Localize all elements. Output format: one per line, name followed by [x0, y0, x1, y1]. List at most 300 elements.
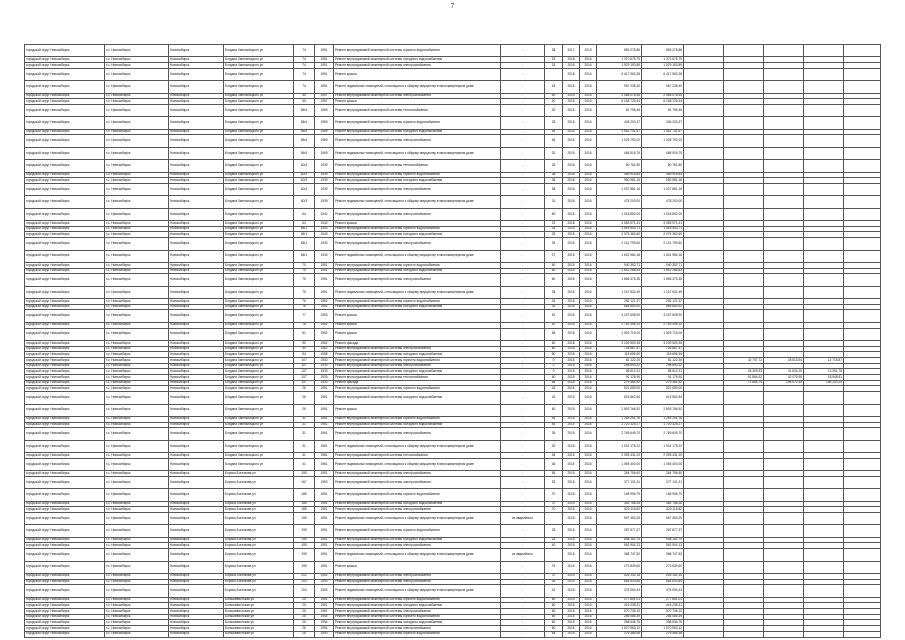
start-year-cell: 2015: [563, 363, 580, 369]
start-year-cell: 2015: [563, 603, 580, 609]
extra-2-cell: [764, 525, 804, 537]
total-cell: 1 018 852,00: [642, 208, 684, 220]
total-cell: 165 996,79: [642, 489, 684, 501]
start-year-cell: 2018: [563, 196, 580, 208]
end-year-cell: 2016: [580, 178, 597, 184]
start-year-cell: 2015: [563, 135, 580, 147]
record-id-cell: 1939: [315, 183, 334, 195]
wear-percent-cell: 38: [545, 45, 563, 57]
end-year-cell: 2016: [580, 428, 597, 440]
house-cell: 185: [294, 507, 315, 513]
city-cell: Новосибирск: [169, 543, 224, 549]
street-cell: Богдана Хмельницкого ул: [224, 81, 294, 93]
extra-1-cell: [724, 117, 764, 129]
locality-cell: г.о. Новосибирск: [105, 93, 169, 99]
work-type-cell: Ремонт внутридомовой инженерной системы холодного водоснабжения: [334, 501, 501, 507]
empty-cell: [684, 160, 724, 172]
cost-cell: 478 200,00: [597, 196, 642, 208]
street-cell: Бориса Богаткова ул: [224, 489, 294, 501]
start-year-cell: 2015: [563, 614, 580, 620]
wear-percent-cell: 60: [545, 208, 563, 220]
street-cell: Богдана Хмельницкого ул: [224, 104, 294, 116]
start-year-cell: 2015: [563, 99, 580, 105]
record-id-cell: 1951: [315, 63, 334, 69]
total-cell: 557 453,29: [642, 513, 684, 525]
empty-cell: [684, 392, 724, 404]
empty-cell: [844, 147, 881, 159]
empty-cell: [684, 440, 724, 452]
empty-cell: [684, 489, 724, 501]
street-cell: Богдана Хмельницкого ул: [224, 453, 294, 459]
city-cell: Новосибирск: [169, 340, 224, 346]
cost-cell: 866 653,92: [597, 304, 642, 310]
end-year-cell: 2016: [580, 476, 597, 488]
house-cell: 75: [294, 274, 315, 286]
extra-3-cell: [804, 147, 844, 159]
total-cell: 298 693,22: [642, 363, 684, 369]
locality-cell: г.о. Новосибирск: [105, 631, 169, 637]
work-type-cell: Ремонт внутридомовой инженерной системы холодного водоснабжения: [334, 268, 501, 274]
start-year-cell: 2015: [563, 392, 580, 404]
district-cell: городской округ Новосибирск: [25, 45, 105, 57]
wear-percent-cell: 60: [545, 626, 563, 632]
cost-cell: 1 931 175,22: [597, 440, 642, 452]
record-id-cell: 1954: [315, 614, 334, 620]
wear-percent-cell: 65: [545, 471, 563, 477]
extra-2-cell: [764, 286, 804, 298]
house-cell: 76: [294, 299, 315, 305]
work-type-cell: Ремонт внутридомовой инженерной системы теплоснабжения: [334, 160, 501, 172]
city-cell: Новосибирск: [169, 573, 224, 579]
end-year-cell: 2016: [580, 537, 597, 543]
record-id-cell: 1942: [315, 221, 334, 227]
total-cell: 1 631 984,18: [642, 250, 684, 262]
condition-cell: -: [501, 579, 545, 585]
house-cell: 60/3: [294, 160, 315, 172]
end-year-cell: 2016: [580, 93, 597, 99]
extra-1-cell: [724, 310, 764, 322]
record-id-cell: 1952: [315, 299, 334, 305]
district-cell: городской округ Новосибирск: [25, 380, 105, 386]
start-year-cell: 2015: [563, 129, 580, 135]
locality-cell: г.о. Новосибирск: [105, 340, 169, 346]
work-type-cell: Ремонт внутридомовой инженерной системы горячего водоснабжения: [334, 45, 501, 57]
district-cell: городской округ Новосибирск: [25, 238, 105, 250]
work-type-cell: Ремонт внутридомовой инженерной системы холодного водоснабжения: [334, 57, 501, 63]
city-cell: Новосибирск: [169, 614, 224, 620]
table-row: [25, 328, 881, 340]
street-cell: Бориса Богаткова ул: [224, 585, 294, 597]
house-cell: 26: [294, 626, 315, 632]
house-cell: 195: [294, 543, 315, 549]
record-id-cell: 1962: [315, 340, 334, 346]
street-cell: Богдана Хмельницкого ул: [224, 386, 294, 392]
total-cell: 282 121,37: [642, 299, 684, 305]
record-id-cell: 1957: [315, 93, 334, 99]
district-cell: городской округ Новосибирск: [25, 369, 105, 375]
wear-percent-cell: 27: [545, 250, 563, 262]
table-row: [25, 392, 881, 404]
locality-cell: г.о. Новосибирск: [105, 375, 169, 381]
extra-1-cell: [724, 328, 764, 340]
house-cell: 74: [294, 63, 315, 69]
end-year-cell: 2016: [580, 299, 597, 305]
house-cell: 26: [294, 404, 315, 416]
total-cell: 276 486,96: [642, 631, 684, 637]
table-row: [25, 513, 881, 525]
end-year-cell: 2016: [580, 561, 597, 573]
condition-cell: -: [501, 226, 545, 232]
empty-cell: [844, 196, 881, 208]
extra-2-cell: [764, 458, 804, 470]
record-id-cell: 1951: [315, 262, 334, 268]
start-year-cell: 2015: [563, 440, 580, 452]
end-year-cell: 2016: [580, 160, 597, 172]
locality-cell: г.о. Новосибирск: [105, 172, 169, 178]
house-cell: 66/1: [294, 226, 315, 232]
end-year-cell: 2016: [580, 525, 597, 537]
house-cell: 107: [294, 358, 315, 364]
record-id-cell: 1951: [315, 386, 334, 392]
extra-2-cell: [764, 183, 804, 195]
condition-cell: -: [501, 428, 545, 440]
house-cell: 74: [294, 45, 315, 57]
city-cell: Новосибирск: [169, 286, 224, 298]
work-type-cell: Ремонт крыши: [334, 404, 501, 416]
total-cell: 1 529 153,89: [642, 63, 684, 69]
house-cell: 25: [294, 603, 315, 609]
empty-cell: [844, 458, 881, 470]
condition-cell: -: [501, 525, 545, 537]
wear-percent-cell: 60: [545, 597, 563, 603]
cost-cell: 4 083 971,41: [597, 221, 642, 227]
empty-cell: [844, 68, 881, 80]
extra-3-cell: [804, 286, 844, 298]
end-year-cell: 2016: [580, 458, 597, 470]
empty-cell: [844, 631, 881, 637]
district-cell: городской округ Новосибирск: [25, 501, 105, 507]
street-cell: Богдана Хмельницкого ул: [224, 458, 294, 470]
street-cell: Бориса Богаткова ул: [224, 507, 294, 513]
house-cell: 31: [294, 416, 315, 422]
condition-cell: -: [501, 489, 545, 501]
record-id-cell: 1939: [315, 196, 334, 208]
start-year-cell: 2018: [563, 68, 580, 80]
work-type-cell: Ремонт внутридомовой инженерной системы горячего водоснабжения: [334, 299, 501, 305]
district-cell: городской округ Новосибирск: [25, 250, 105, 262]
record-id-cell: 1969: [315, 117, 334, 129]
locality-cell: г.о. Новосибирск: [105, 543, 169, 549]
city-cell: Новосибирск: [169, 561, 224, 573]
city-cell: Новосибирск: [169, 57, 224, 63]
street-cell: Большевистская ул: [224, 597, 294, 603]
city-cell: Новосибирск: [169, 322, 224, 328]
work-type-cell: Ремонт внутридомовой инженерной системы электроснабжения: [334, 93, 501, 99]
city-cell: Новосибирск: [169, 392, 224, 404]
table-row: [25, 561, 881, 573]
end-year-cell: 2016: [580, 631, 597, 637]
extra-3-cell: [804, 68, 844, 80]
repair-register-table: [24, 44, 881, 638]
record-id-cell: 1951: [315, 81, 334, 93]
city-cell: Новосибирск: [169, 453, 224, 459]
work-type-cell: Ремонт крыши: [334, 310, 501, 322]
district-cell: городской округ Новосибирск: [25, 63, 105, 69]
extra-2-cell: [764, 392, 804, 404]
house-cell: 55: [294, 93, 315, 99]
extra-3-cell: [804, 631, 844, 637]
house-cell: 25: [294, 597, 315, 603]
street-cell: Богдана Хмельницкого ул: [224, 392, 294, 404]
locality-cell: г.о. Новосибирск: [105, 416, 169, 422]
condition-cell: -: [501, 232, 545, 238]
extra-1-cell: [724, 476, 764, 488]
district-cell: городской округ Новосибирск: [25, 476, 105, 488]
condition-cell: -: [501, 501, 545, 507]
start-year-cell: 2015: [563, 579, 580, 585]
city-cell: Новосибирск: [169, 183, 224, 195]
wear-percent-cell: 70: [545, 507, 563, 513]
record-id-cell: 1951: [315, 57, 334, 63]
locality-cell: г.о. Новосибирск: [105, 363, 169, 369]
end-year-cell: 2016: [580, 501, 597, 507]
extra-2-cell: [764, 428, 804, 440]
cost-cell: 282 121,37: [597, 299, 642, 305]
house-cell: 75: [294, 268, 315, 274]
city-cell: Новосибирск: [169, 196, 224, 208]
wear-percent-cell: 52: [545, 322, 563, 328]
end-year-cell: 2016: [580, 507, 597, 513]
work-type-cell: Ремонт внутридомовой инженерной системы горячего водоснабжения: [334, 386, 501, 392]
condition-cell: -: [501, 63, 545, 69]
extra-1-cell: [724, 104, 764, 116]
empty-cell: [684, 238, 724, 250]
condition-cell: -: [501, 476, 545, 488]
wear-percent-cell: 35: [545, 428, 563, 440]
wear-percent-cell: 25: [545, 238, 563, 250]
extra-1-cell: [724, 183, 764, 195]
total-cell: 86 612,21: [642, 369, 684, 375]
condition-cell: -: [501, 404, 545, 416]
house-cell: 25: [294, 609, 315, 615]
locality-cell: г.о. Новосибирск: [105, 57, 169, 63]
cost-cell: 950 981,16: [597, 178, 642, 184]
start-year-cell: 2018: [563, 340, 580, 346]
record-id-cell: 1961: [315, 428, 334, 440]
extra-2-cell: [764, 489, 804, 501]
start-year-cell: 2015: [563, 322, 580, 328]
house-cell: 202: [294, 573, 315, 579]
work-type-cell: Ремонт внутридомовой инженерной системы холодного водоснабжения: [334, 392, 501, 404]
record-id-cell: 1961: [315, 453, 334, 459]
total-cell: 1 065 400,00: [642, 458, 684, 470]
house-cell: 167: [294, 476, 315, 488]
city-cell: Новосибирск: [169, 375, 224, 381]
street-cell: Богдана Хмельницкого ул: [224, 57, 294, 63]
condition-cell: -: [501, 147, 545, 159]
end-year-cell: 2016: [580, 620, 597, 626]
work-type-cell: Ремонт внутридомовой инженерной системы теплоснабжения: [334, 104, 501, 116]
locality-cell: г.о. Новосибирск: [105, 440, 169, 452]
district-cell: городской округ Новосибирск: [25, 614, 105, 620]
wear-percent-cell: 40: [545, 543, 563, 549]
city-cell: Новосибирск: [169, 63, 224, 69]
start-year-cell: 2018: [563, 104, 580, 116]
total-cell: 6 417 963,28: [642, 68, 684, 80]
street-cell: Богдана Хмельницкого ул: [224, 363, 294, 369]
record-id-cell: 1951: [315, 537, 334, 543]
city-cell: Новосибирск: [169, 262, 224, 268]
wear-percent-cell: 0: [545, 369, 563, 375]
end-year-cell: 2016: [580, 352, 597, 358]
house-cell: 204: [294, 579, 315, 585]
wear-percent-cell: 60: [545, 262, 563, 268]
record-id-cell: 1951: [315, 274, 334, 286]
district-cell: городской округ Новосибирск: [25, 585, 105, 597]
empty-cell: [684, 561, 724, 573]
empty-cell: [844, 286, 881, 298]
table-row: [25, 135, 881, 147]
start-year-cell: 2015: [563, 93, 580, 99]
cost-cell: 287 877,37: [597, 525, 642, 537]
extra-1-cell: [724, 45, 764, 57]
end-year-cell: 2016: [580, 286, 597, 298]
empty-cell: [684, 286, 724, 298]
work-type-cell: Ремонт подвальных помещений, относящихся к общему имуществу в многоквартирном доме: [334, 196, 501, 208]
record-id-cell: 1951: [315, 268, 334, 274]
city-cell: Новосибирск: [169, 585, 224, 597]
wear-percent-cell: 60: [545, 609, 563, 615]
extra-1-cell: [724, 286, 764, 298]
page-number: 7: [450, 2, 455, 10]
cost-cell: 967 238,40: [597, 81, 642, 93]
locality-cell: г.о. Новосибирск: [105, 322, 169, 328]
extra-2-cell: [764, 104, 804, 116]
start-year-cell: 2015: [563, 238, 580, 250]
street-cell: Богдана Хмельницкого ул: [224, 221, 294, 227]
street-cell: Большевистская ул: [224, 603, 294, 609]
cost-cell: 557 453,29: [597, 513, 642, 525]
street-cell: Богдана Хмельницкого ул: [224, 375, 294, 381]
district-cell: городской округ Новосибирск: [25, 375, 105, 381]
house-cell: 107: [294, 380, 315, 386]
total-cell: 940 352,71: [642, 262, 684, 268]
city-cell: Новосибирск: [169, 99, 224, 105]
house-cell: 159: [294, 471, 315, 477]
table-row: [25, 525, 881, 537]
street-cell: Богдана Хмельницкого ул: [224, 208, 294, 220]
total-cell: 2 141 799,60: [642, 238, 684, 250]
locality-cell: г.о. Новосибирск: [105, 286, 169, 298]
district-cell: городской округ Новосибирск: [25, 178, 105, 184]
district-cell: городской округ Новосибирск: [25, 561, 105, 573]
extra-3-cell: [804, 513, 844, 525]
cost-cell: 2 763 396,10: [597, 322, 642, 328]
end-year-cell: 2016: [580, 543, 597, 549]
work-type-cell: Ремонт фасада: [334, 340, 501, 346]
condition-cell: -: [501, 304, 545, 310]
total-cell: 1 370 675,79: [642, 57, 684, 63]
empty-cell: [844, 489, 881, 501]
work-type-cell: Ремонт внутридомовой инженерной системы теплоснабжения: [334, 453, 501, 459]
empty-cell: [684, 147, 724, 159]
total-cell: 1 049 903,71: [642, 226, 684, 232]
locality-cell: г.о. Новосибирск: [105, 597, 169, 603]
work-type-cell: Ремонт подвальных помещений, относящихся к общему имуществу в многоквартирном доме: [334, 81, 501, 93]
record-id-cell: 1939: [315, 178, 334, 184]
extra-3-cell: [804, 310, 844, 322]
condition-cell: -: [501, 99, 545, 105]
street-cell: Богдана Хмельницкого ул: [224, 286, 294, 298]
cost-cell: 1 037 881,16: [597, 183, 642, 195]
start-year-cell: 2015: [563, 561, 580, 573]
extra-3-cell: [804, 440, 844, 452]
city-cell: Новосибирск: [169, 250, 224, 262]
cost-cell: 298 693,22: [597, 363, 642, 369]
end-year-cell: 2016: [580, 422, 597, 428]
extra-1-cell: [724, 238, 764, 250]
locality-cell: г.о. Новосибирск: [105, 238, 169, 250]
city-cell: Новосибирск: [169, 489, 224, 501]
house-cell: 56/4: [294, 135, 315, 147]
extra-1-cell: 42 707,72: [724, 358, 764, 364]
work-type-cell: Ремонт внутридомовой инженерной системы горячего водоснабжения: [334, 172, 501, 178]
record-id-cell: 1952: [315, 322, 334, 328]
district-cell: городской округ Новосибирск: [25, 346, 105, 352]
table-row: [25, 45, 881, 57]
work-type-cell: Ремонт внутридомовой инженерной системы теплоснабжения: [334, 375, 501, 381]
district-cell: городской округ Новосибирск: [25, 471, 105, 477]
empty-cell: [684, 328, 724, 340]
wear-percent-cell: [545, 68, 563, 80]
condition-cell: -: [501, 135, 545, 147]
street-cell: Бориса Богаткова ул: [224, 513, 294, 525]
cost-cell: 2 068 078,55: [597, 93, 642, 99]
street-cell: Богдана Хмельницкого ул: [224, 93, 294, 99]
district-cell: городской округ Новосибирск: [25, 135, 105, 147]
house-cell: 185: [294, 489, 315, 501]
locality-cell: г.о. Новосибирск: [105, 221, 169, 227]
locality-cell: г.о. Новосибирск: [105, 476, 169, 488]
work-type-cell: Ремонт подвальных помещений, относящихся к общему имуществу в многоквартирном доме: [334, 513, 501, 525]
record-id-cell: 1943: [315, 238, 334, 250]
city-cell: Новосибирск: [169, 117, 224, 129]
condition-cell: -: [501, 609, 545, 615]
start-year-cell: 2015: [563, 573, 580, 579]
wear-percent-cell: [545, 549, 563, 561]
wear-percent-cell: 32: [545, 147, 563, 159]
wear-percent-cell: 28: [545, 286, 563, 298]
house-cell: 55: [294, 99, 315, 105]
empty-cell: [844, 135, 881, 147]
empty-cell: [844, 585, 881, 597]
locality-cell: г.о. Новосибирск: [105, 232, 169, 238]
street-cell: Большевистская ул: [224, 626, 294, 632]
house-cell: 28: [294, 631, 315, 637]
extra-2-cell: [764, 160, 804, 172]
extra-3-cell: [804, 208, 844, 220]
work-type-cell: Ремонт внутридомовой инженерной системы электроснабжения: [334, 626, 501, 632]
wear-percent-cell: 25: [545, 160, 563, 172]
district-cell: городской округ Новосибирск: [25, 232, 105, 238]
extra-2-cell: [764, 274, 804, 286]
record-id-cell: 1969: [315, 147, 334, 159]
total-cell: 1 265 251,76: [642, 416, 684, 422]
end-year-cell: 2016: [580, 135, 597, 147]
city-cell: Новосибирск: [169, 129, 224, 135]
locality-cell: г.о. Новосибирск: [105, 620, 169, 626]
street-cell: Богдана Хмельницкого ул: [224, 117, 294, 129]
